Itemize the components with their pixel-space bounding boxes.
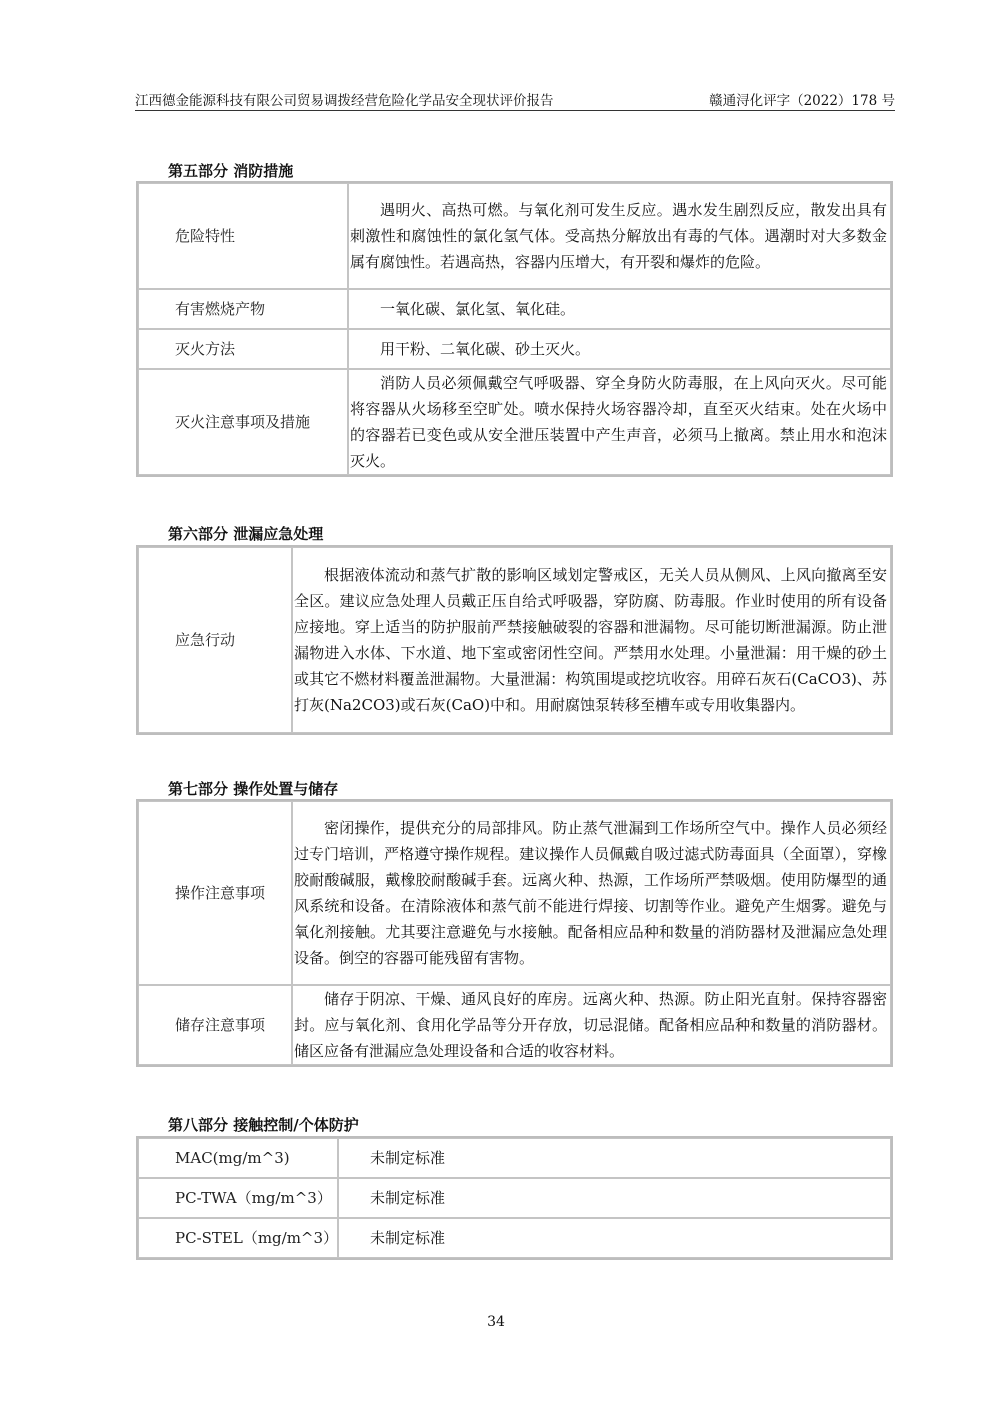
row-content: 消防人员必须佩戴空气呼吸器、穿全身防火防毒服，在上风向灭火。尽可能将容器从火场移至空旷处。喷水保持火场容器冷却，直至灭火结束。处在火场中的容器若已变色或从安全泄压装置中产生声音，必须马上撤离。禁止用水和泡沫灭火。 <box>348 369 891 475</box>
row-content: 密闭操作，提供充分的局部排风。防止蒸气泄漏到工作场所空气中。操作人员必须经过专门培训，严格遵守操作规程。建议操作人员佩戴自吸过滤式防毒面具（全面罩），穿橡胶耐酸碱服，戴橡胶耐酸碱手套。远离火种、热源，工作场所严禁吸烟。使用防爆型的通风系统和设备。在清除液体和蒸气前不能进行焊接、切割等作业。避免产生烟雾。避免与氧化剂接触。尤其要注意避免与水接触。配备相应品种和数量的消防器材及泄漏应急处理设备。倒空的容器可能残留有害物。 <box>292 801 891 985</box>
section-title-exposure-control: 第八部分 接触控制/个体防护 <box>168 1116 359 1134</box>
section-title-spill-response: 第六部分 泄漏应急处理 <box>168 525 324 543</box>
row-label: 应急行动 <box>138 547 292 733</box>
page-number: 34 <box>487 1314 505 1330</box>
row-label: 危险特性 <box>138 183 348 289</box>
section-title-fire-fighting: 第五部分 消防措施 <box>168 162 294 180</box>
table-row <box>138 985 891 1065</box>
exposure-control-table <box>136 1136 893 1260</box>
row-label: 有害燃烧产物 <box>138 289 348 329</box>
table-row <box>138 289 891 329</box>
table-row <box>138 369 891 475</box>
row-content: 储存于阴凉、干燥、通风良好的库房。远离火种、热源。防止阳光直射。保持容器密封。应与氧化剂、食用化学品等分开存放，切忌混储。配备相应品种和数量的消防器材。储区应备有泄漏应急处理设备和合适的收容材料。 <box>292 985 891 1065</box>
row-content: 根据液体流动和蒸气扩散的影响区域划定警戒区，无关人员从侧风、上风向撤离至安全区。建议应急处理人员戴正压自给式呼吸器，穿防腐、防毒服。作业时使用的所有设备应接地。穿上适当的防护服前严禁接触破裂的容器和泄漏物。尽可能切断泄漏源。防止泄漏物进入水体、下水道、地下室或密闭性空间。严禁用水处理。小量泄漏：用干燥的砂土或其它不燃材料覆盖泄漏物。大量泄漏：构筑围堤或挖坑收容。用碎石灰石(CaCO3)、苏打灰(Na2CO3)或石灰(CaO)中和。用耐腐蚀泵转移至槽车或专用收集器内。 <box>292 547 891 733</box>
row-content: 未制定标准 <box>338 1178 891 1218</box>
table-row <box>138 547 891 733</box>
row-label: 灭火注意事项及措施 <box>138 369 348 475</box>
row-content: 未制定标准 <box>338 1138 891 1178</box>
handling-storage-table <box>136 799 893 1067</box>
row-content: 遇明火、高热可燃。与氧化剂可发生反应。遇水发生剧烈反应，散发出具有刺激性和腐蚀性的氯化氢气体。受高热分解放出有毒的气体。遇潮时对大多数金属有腐蚀性。若遇高热，容器内压增大，有开裂和爆炸的危险。 <box>348 183 891 289</box>
section-title-handling-storage: 第七部分 操作处置与储存 <box>168 780 339 798</box>
table-row <box>138 183 891 289</box>
table-row <box>138 329 891 369</box>
table-row <box>138 1178 891 1218</box>
row-content: 未制定标准 <box>338 1218 891 1258</box>
header-report-number: 赣通浔化评字（2022）178 号 <box>709 93 895 109</box>
fire-fighting-table <box>136 181 893 477</box>
row-label: 操作注意事项 <box>138 801 292 985</box>
row-label: PC-TWA（mg/m^3） <box>138 1178 338 1218</box>
header-report-title: 江西德金能源科技有限公司贸易调拨经营危险化学品安全现状评价报告 <box>135 93 554 109</box>
row-label: PC-STEL（mg/m^3） <box>138 1218 338 1258</box>
table-row <box>138 801 891 985</box>
row-label: 储存注意事项 <box>138 985 292 1065</box>
row-content: 用干粉、二氧化碳、砂土灭火。 <box>348 329 891 369</box>
row-label: 灭火方法 <box>138 329 348 369</box>
page-header <box>135 86 895 111</box>
table-row <box>138 1218 891 1258</box>
row-content: 一氧化碳、氯化氢、氧化硅。 <box>348 289 891 329</box>
spill-response-table <box>136 545 893 735</box>
table-row <box>138 1138 891 1178</box>
row-label: MAC(mg/m^3) <box>138 1138 338 1178</box>
